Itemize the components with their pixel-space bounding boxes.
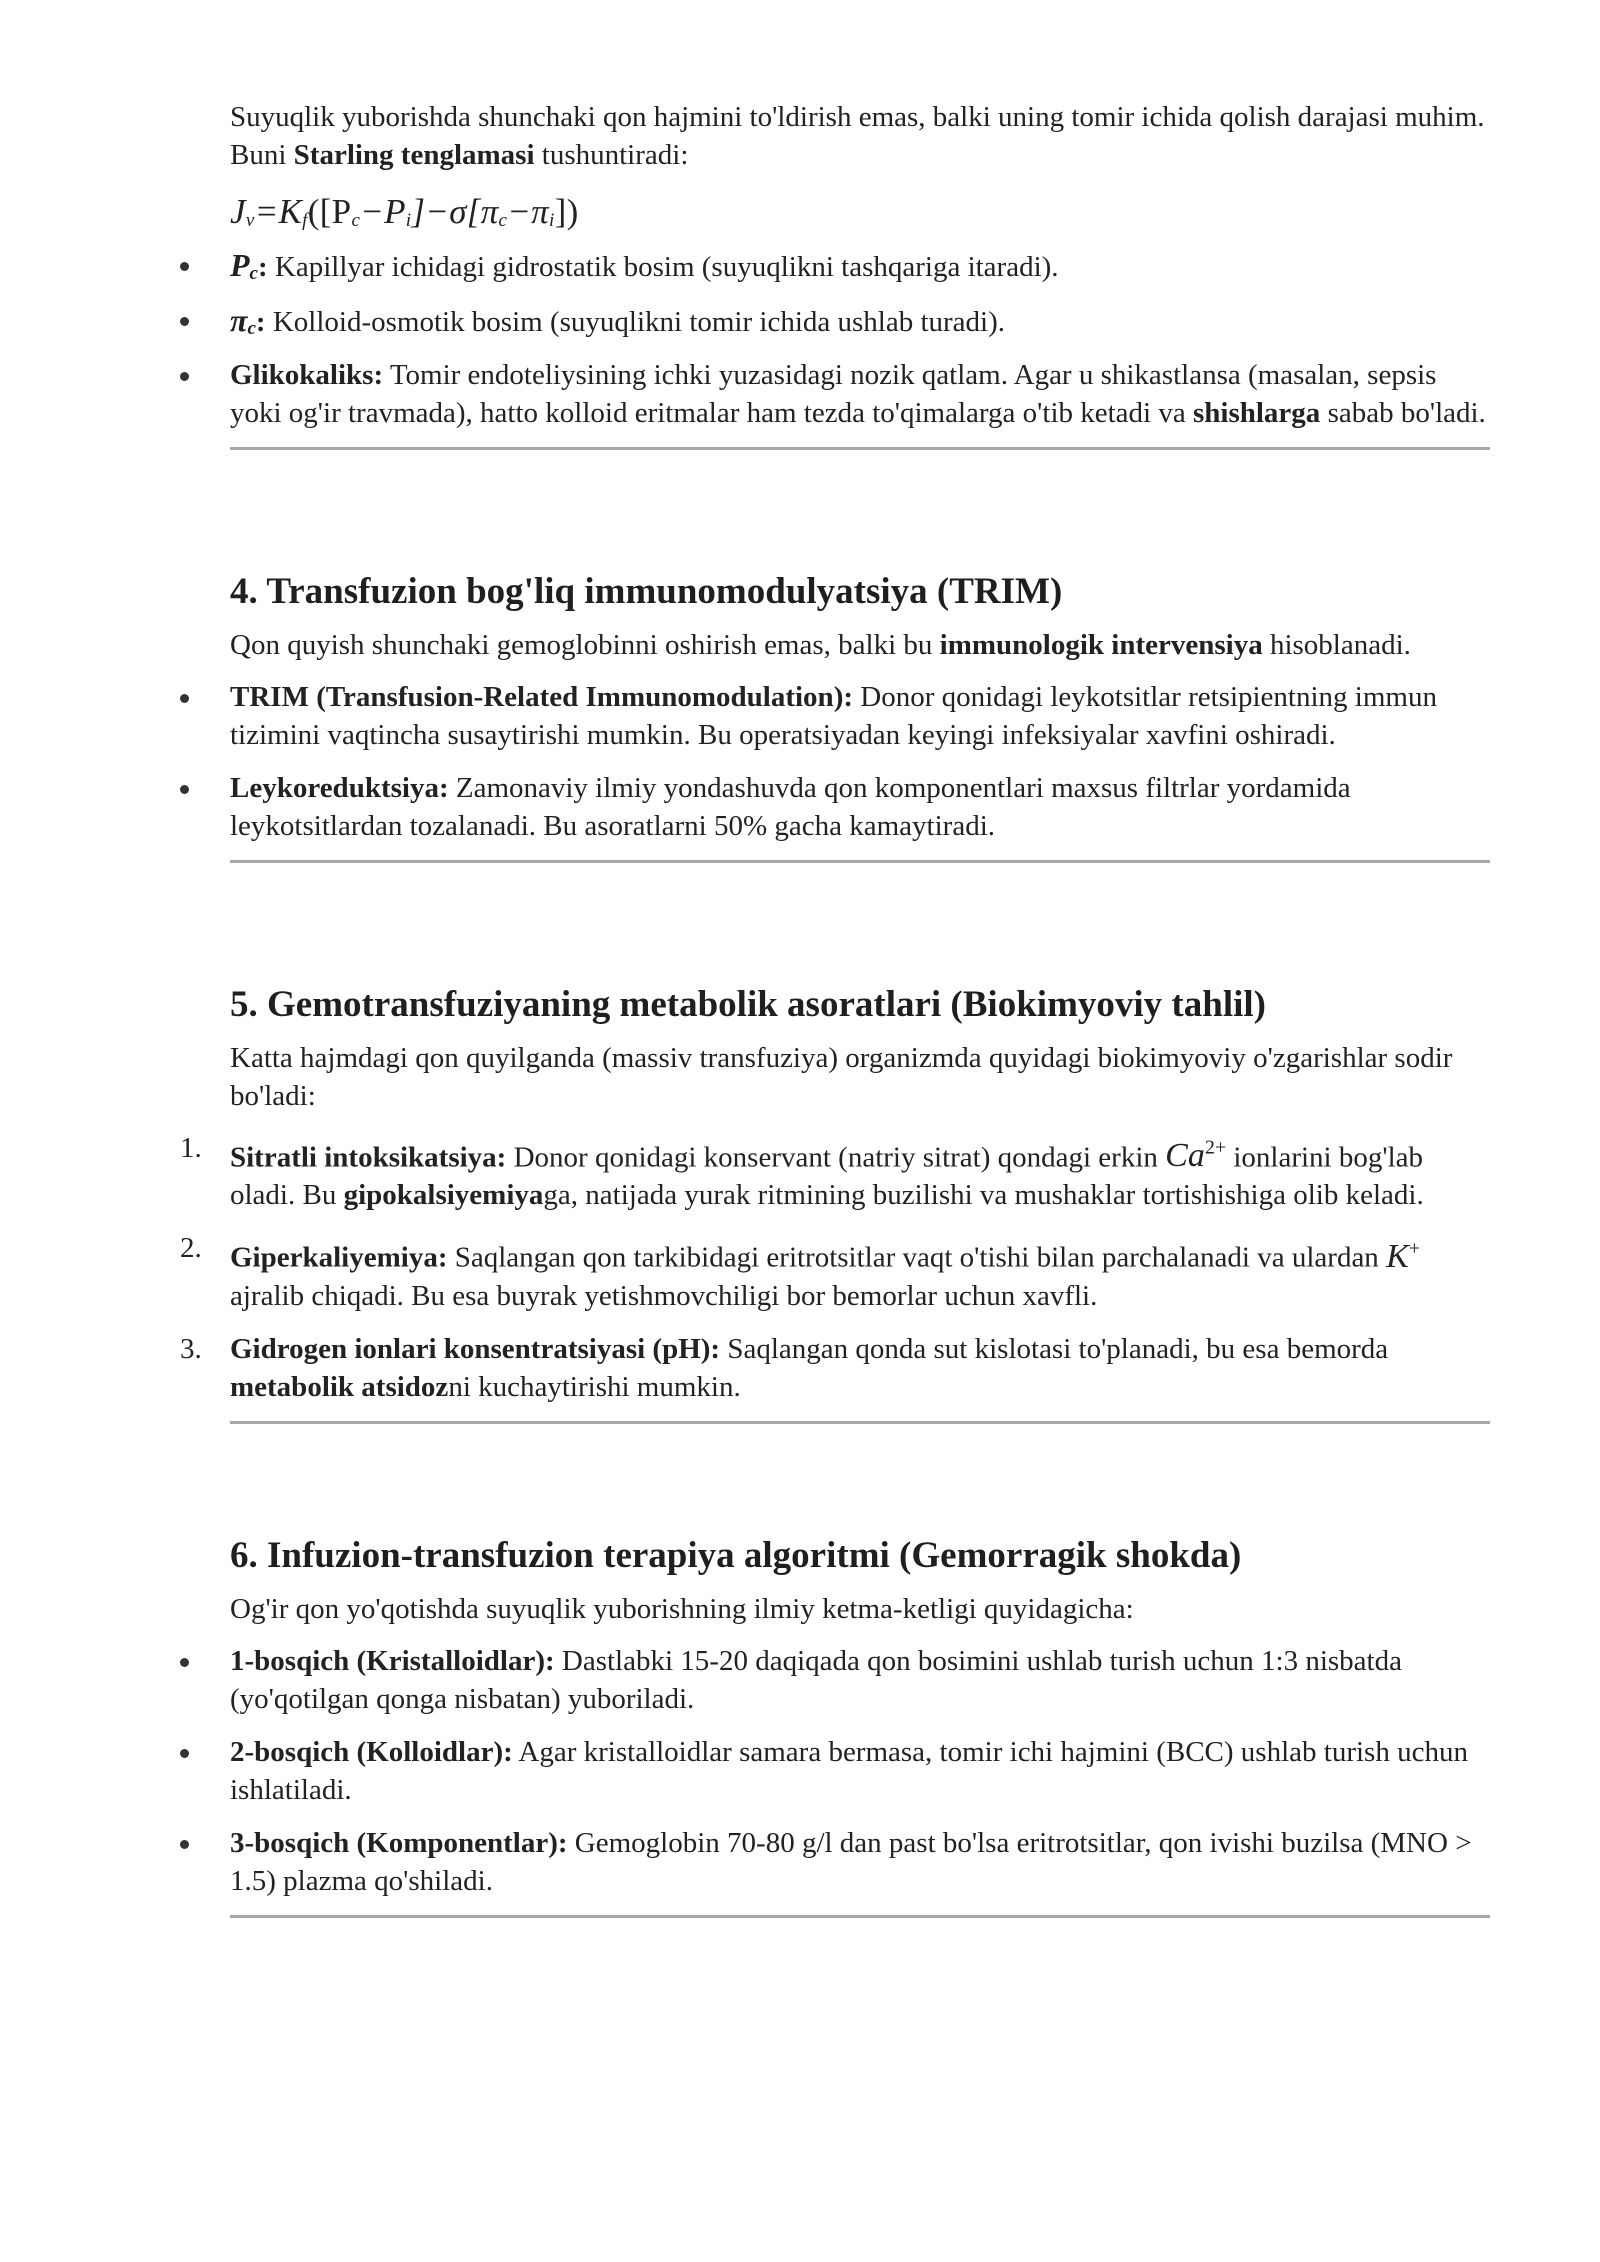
section-spacer [230, 450, 1490, 568]
list-item-text: Agar kristalloidlar samara bermasa, tomir ichi hajmini (BCC) ushlab turish uchun ishlatiladi. [230, 1735, 1468, 1806]
formula-sub: c [351, 210, 361, 231]
symbol-pc: $P_c$ [230, 247, 258, 284]
formula-flux: J [230, 192, 246, 231]
colon: : [257, 251, 268, 283]
formula-sub: v [245, 210, 255, 231]
section-spacer [230, 1424, 1490, 1532]
list-item-text: sabab bo'ladi. [1320, 397, 1486, 429]
list-item-label: 3-bosqich (Komponentlar): [230, 1826, 568, 1859]
section-5-intro: Katta hajmdagi qon quyilganda (massiv transfuziya) organizmda quyidagi biokimyoviy o'zgarishlar sodir bo'ladi: [230, 1042, 1453, 1112]
section-4-intro: Qon quyish shunchaki gemoglobinni oshirish emas, balki bu immunologik intervensiya hisoblanadi. [230, 629, 1411, 661]
list-number: 3. [180, 1332, 202, 1365]
starling-term: Starling tenglamasi [293, 139, 535, 171]
symbol-pic: $\pi_c$ [230, 302, 256, 339]
list-item-label: TRIM (Transfusion-Related Immunomodulation): [230, 681, 854, 713]
list-item-label: 2-bosqich (Kolloidlar): [230, 1735, 513, 1768]
document-body [180, 98, 1490, 1918]
potassium-symbol: K+ [1386, 1237, 1421, 1275]
section-6-heading: 6. Infuzion-transfuzion terapiya algoritmi (Gemorragik shokda) [230, 1534, 1242, 1576]
calcium-symbol: $Ca^{2+}$ [1165, 1137, 1227, 1175]
list-item-text: Tomir endoteliysining ichki yuzasidagi nozik qatlam. Agar u shikastlansa (masalan, sepsis yoki og'ir travmada), hatto kolloid eritmalar ham tezda to'qimalarga o'tib ketadi va [230, 359, 1437, 429]
list-item-text: Kolloid-osmotik bosim (suyuqlikni tomir ichida ushlab turadi). [265, 306, 1006, 338]
list-item: 2. Giperkaliyemiya: Saqlangan qon tarkibidagi eritrotsitlar vaqt o'tishi bilan parchalanadi va ulardan K+ ajralib chiqadi. Bu esa buyrak yetishmovchiligi bor bemorlar uchun xavfli. [230, 1229, 1490, 1314]
list-number: 1. [180, 1132, 202, 1164]
formula-sub: f [302, 210, 308, 231]
list-item: 3. Gidrogen ionlari konsentratsiyasi (pH): Saqlangan qonda sut kislotasi to'planadi, bu esa bemorda metabolik atsidozni kuchaytirishi mumkin. [230, 1330, 1490, 1406]
list-item: 1. Sitratli intoksikatsiya: Donor qonidagi konservant (natriy sitrat) qondagi erkin $Ca^{2+}$ ionlarini bog'lab oladi. Bu gipokalsiyemiyaga, natijada yurak ritmining buzilishi va mushaklar tortishishiga olib keladi. [230, 1129, 1490, 1214]
intro-text: Suyuqlik yuborishda shunchaki qon hajmini to'ldirish emas, balki uning tomir ichida qolish darajasi muhim. Buni [230, 101, 1485, 171]
list-item [230, 1733, 1490, 1809]
list-item-label: Glikokaliks: [230, 359, 384, 391]
list-item [230, 678, 1490, 754]
formula-coefficient: =K [254, 192, 303, 231]
list-item-text: Kapillyar ichidagi gidrostatik bosim (suyuqlikni tashqariga itaradi). [267, 251, 1059, 283]
formula-term: −π [507, 192, 550, 231]
section-divider [230, 1915, 1490, 1918]
intro-text-end: tushuntiradi: [534, 139, 689, 171]
emphasis: metabolik atsidoz [230, 1370, 449, 1403]
list-item-text: Donor qonidagi leykotsitlar retsipientning immun tizimini vaqtincha susaytirishi mumkin. Bu operatsiyadan keyingi infeksiyalar xavfini oshiradi. [230, 681, 1437, 751]
formula-term: −P [360, 192, 406, 231]
list-item-text: Zamonaviy ilmiy yondashuvda qon komponentlari maxsus filtrlar yordamida leykotsitlardan tozalanadi. Bu asoratlarni 50% gacha kamaytiradi. [230, 772, 1351, 842]
list-item-label: Gidrogen ionlari konsentratsiyasi (pH): [230, 1332, 721, 1365]
list-item-pc [230, 246, 1490, 286]
colon: : [255, 306, 266, 338]
list-item-label: Giperkaliyemiya: [230, 1241, 448, 1274]
list-item [230, 1824, 1490, 1900]
formula-term: ]) [554, 192, 579, 231]
formula-sub: i [405, 210, 412, 231]
emphasis: shishlarga [1192, 397, 1321, 429]
formula-term: ]−σ[π [411, 192, 499, 231]
list-item-label: 1-bosqich (Kristalloidlar): [230, 1644, 555, 1677]
emphasis: gipokalsiyemiya [343, 1179, 544, 1212]
section-spacer [230, 863, 1490, 981]
formula-sub: c [498, 210, 508, 231]
list-item [230, 1642, 1490, 1718]
starling-bullet-list [230, 246, 1490, 432]
section-5-heading: 5. Gemotransfuziyaning metabolik asoratlari (Biokimyoviy tahlil) [230, 984, 1266, 1025]
emphasis: immunologik intervensiya [939, 629, 1263, 661]
list-item-glycocalyx [230, 356, 1490, 432]
section-5-list [180, 1129, 1490, 1406]
starling-intro-paragraph [230, 98, 1490, 174]
starling-equation [230, 188, 1490, 236]
list-item-pic [230, 301, 1490, 341]
list-item-label: Leykoreduktsiya: [230, 772, 449, 804]
list-number: 2. [180, 1232, 202, 1265]
formula-term: ([P [307, 192, 352, 231]
section-4-heading: 4. Transfuzion bog'liq immunomodulyatsiya (TRIM) [230, 571, 1063, 612]
list-item [230, 769, 1490, 845]
section-4-list [230, 678, 1490, 845]
section-6-list [230, 1642, 1490, 1900]
section-6-intro: Og'ir qon yo'qotishda suyuqlik yuborishning ilmiy ketma-ketligi quyidagicha: [230, 1592, 1134, 1625]
list-item-text: Gemoglobin 70-80 g/l dan past bo'lsa eritrotsitlar, qon ivishi buzilsa (MNO > 1.5) plazma qo'shiladi. [230, 1826, 1472, 1897]
list-item-text: Dastlabki 15-20 daqiqada qon bosimini ushlab turish uchun 1:3 nisbatda (yo'qotilgan qonga nisbatan) yuboriladi. [230, 1644, 1402, 1715]
list-item-label: Sitratli intoksikatsiya: [230, 1141, 507, 1174]
formula-sub: i [549, 210, 555, 231]
